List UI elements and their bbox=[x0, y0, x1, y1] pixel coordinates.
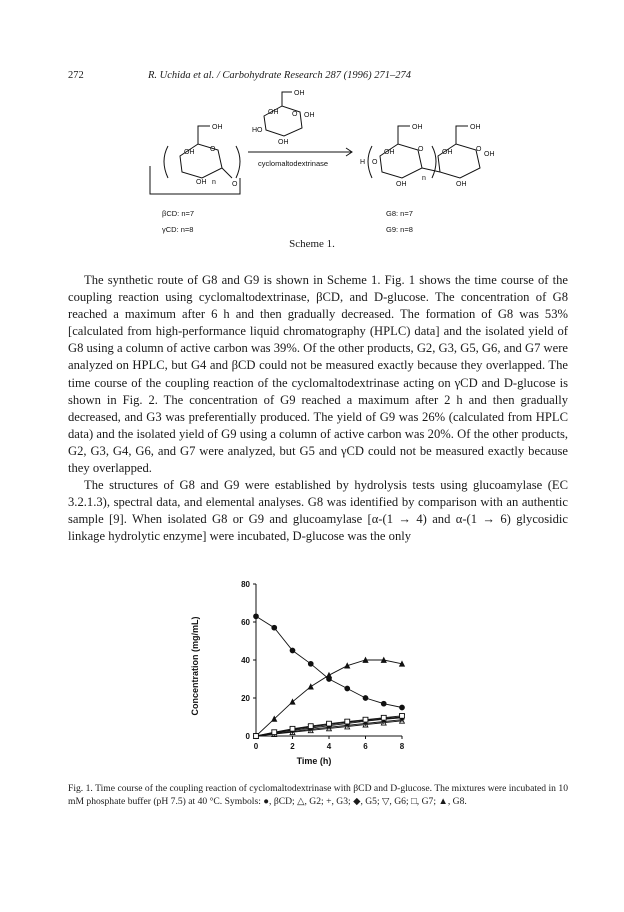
data-point bbox=[400, 661, 405, 666]
svg-text:OH: OH bbox=[484, 151, 495, 158]
left-paren bbox=[164, 146, 168, 178]
svg-text:H: H bbox=[360, 159, 366, 166]
figure-caption: Fig. 1. Time course of the coupling reaction of cyclomaltodextrinase with βCD and D-glucose. The mixtures were incubated in 10 mM phosphate buffer (pH 7.5) at 40 °C. Symbols: ●, βCD; △, G2; +, G3; ◆, G5; ▽, G6; □, G7; ▲, G8. bbox=[68, 783, 568, 808]
data-point bbox=[345, 719, 350, 724]
x-tick-label: 2 bbox=[290, 742, 295, 751]
running-head: R. Uchida et al. / Carbohydrate Research 287 (1996) 271–274 bbox=[148, 70, 411, 81]
reaction-scheme bbox=[140, 86, 500, 246]
left-label-gcd: γCD: n=8 bbox=[162, 225, 194, 234]
svg-text:OH: OH bbox=[396, 181, 407, 188]
left-label-bcd: βCD: n=7 bbox=[162, 209, 195, 218]
y-axis-label: Concentration (mg/mL) bbox=[190, 616, 200, 716]
y-tick-label: 0 bbox=[245, 732, 250, 741]
svg-text:O: O bbox=[232, 181, 238, 188]
data-point bbox=[381, 715, 386, 720]
svg-text:OH: OH bbox=[304, 112, 315, 119]
svg-text:n: n bbox=[422, 175, 426, 182]
x-tick-label: 8 bbox=[399, 742, 405, 751]
x-tick-label: 6 bbox=[363, 742, 368, 751]
paragraph-1: The synthetic route of G8 and G9 is shown in Scheme 1. Fig. 1 shows the time course of the coupling reaction using cyclomaltodextrinase, βCD, and D-glucose. The concentration of G8 reached a maximum after 6 h and then gradually decreased. The formation of G8 was 53% [calculated from high-performance liquid chromatography (HPLC) data] and the isolated yield of G8 using a column of active carbon was 39%. Of the other products, G2, G3, G5, G6, and G7 were analyzed on HPLC, but G4 and βCD could not be measured exactly because they overlapped. The time course of the coupling reaction of the cyclomaltodextrinase acting on γCD and D-glucose is shown in Fig. 2. The concentration of G9 reached a maximum after 2 h and then gradually decreased, and G3 was preferentially produced. The yield of G9 was 26% (calculated from HPLC data) and the isolated yield of G9 using a column of active carbon was 20%. Of the other products, G2, G3, G4, G6, and G7 were analyzed, but G5 and γCD could not be measured exactly because they overlapped. bbox=[68, 273, 568, 476]
svg-text:OH: OH bbox=[294, 90, 305, 97]
data-point bbox=[308, 724, 313, 729]
data-point bbox=[400, 713, 405, 718]
svg-text:HO: HO bbox=[252, 127, 263, 134]
x-tick-label: 0 bbox=[253, 742, 259, 751]
data-point bbox=[345, 663, 350, 668]
svg-text:OH: OH bbox=[184, 149, 195, 156]
svg-text:O: O bbox=[292, 111, 298, 118]
y-tick-label: 20 bbox=[241, 694, 250, 703]
svg-text:OH: OH bbox=[384, 149, 395, 156]
data-point bbox=[327, 673, 332, 678]
cyclic-bond bbox=[150, 166, 240, 194]
enzyme-label: cyclomaltodextrinase bbox=[258, 159, 329, 168]
time-course-chart bbox=[184, 572, 424, 768]
data-point bbox=[327, 721, 332, 726]
data-point bbox=[290, 726, 295, 731]
svg-text:n: n bbox=[212, 179, 216, 186]
data-point bbox=[272, 730, 277, 735]
svg-text:OH: OH bbox=[412, 124, 423, 131]
svg-text:OH: OH bbox=[268, 109, 279, 116]
data-point bbox=[345, 686, 350, 691]
data-point bbox=[290, 648, 295, 653]
right-label-g8: G8: n=7 bbox=[386, 209, 413, 218]
svg-text:OH: OH bbox=[442, 149, 453, 156]
y-tick-label: 80 bbox=[241, 580, 250, 589]
scheme-title: Scheme 1. bbox=[289, 238, 335, 250]
y-tick-label: 40 bbox=[241, 656, 250, 665]
data-point bbox=[254, 614, 259, 619]
svg-text:O: O bbox=[372, 159, 378, 166]
figure-1 bbox=[184, 572, 424, 768]
x-tick-label: 4 bbox=[326, 742, 332, 751]
svg-text:OH: OH bbox=[278, 139, 289, 146]
svg-text:O: O bbox=[210, 146, 216, 153]
data-point bbox=[363, 717, 368, 722]
data-point bbox=[308, 661, 313, 666]
data-point bbox=[381, 658, 386, 663]
data-point bbox=[363, 658, 368, 663]
data-point bbox=[381, 701, 386, 706]
page-number: 272 bbox=[68, 70, 84, 81]
y-tick-label: 60 bbox=[241, 618, 250, 627]
body-text bbox=[68, 272, 568, 546]
x-axis-label: Time (h) bbox=[296, 756, 332, 766]
svg-text:O: O bbox=[418, 146, 424, 153]
data-point bbox=[308, 684, 313, 689]
svg-text:OH: OH bbox=[212, 124, 223, 131]
data-point bbox=[400, 705, 405, 710]
data-point bbox=[272, 625, 277, 630]
svg-text:OH: OH bbox=[456, 181, 467, 188]
paragraph-2: The structures of G8 and G9 were established by hydrolysis tests using glucoamylase (EC 3.2.1.3), spectral data, and elemental analyses. G8 was identified by comparison with an authentic sample [9]. When isolated G8 or G9 and glucoamylase [α-(1 → 4) and α-(1 → 6) glycosidic linkage hydrolytic enzyme] were incubated, D-glucose was the only bbox=[68, 478, 568, 544]
svg-text:O: O bbox=[476, 146, 482, 153]
series-line bbox=[256, 616, 402, 707]
right-label-g9: G9: n=8 bbox=[386, 225, 413, 234]
svg-text:OH: OH bbox=[470, 124, 481, 131]
data-point bbox=[363, 696, 368, 701]
svg-text:OH: OH bbox=[196, 179, 207, 186]
scheme-drawing bbox=[140, 86, 500, 246]
data-point bbox=[254, 734, 259, 739]
right-paren bbox=[236, 146, 240, 178]
